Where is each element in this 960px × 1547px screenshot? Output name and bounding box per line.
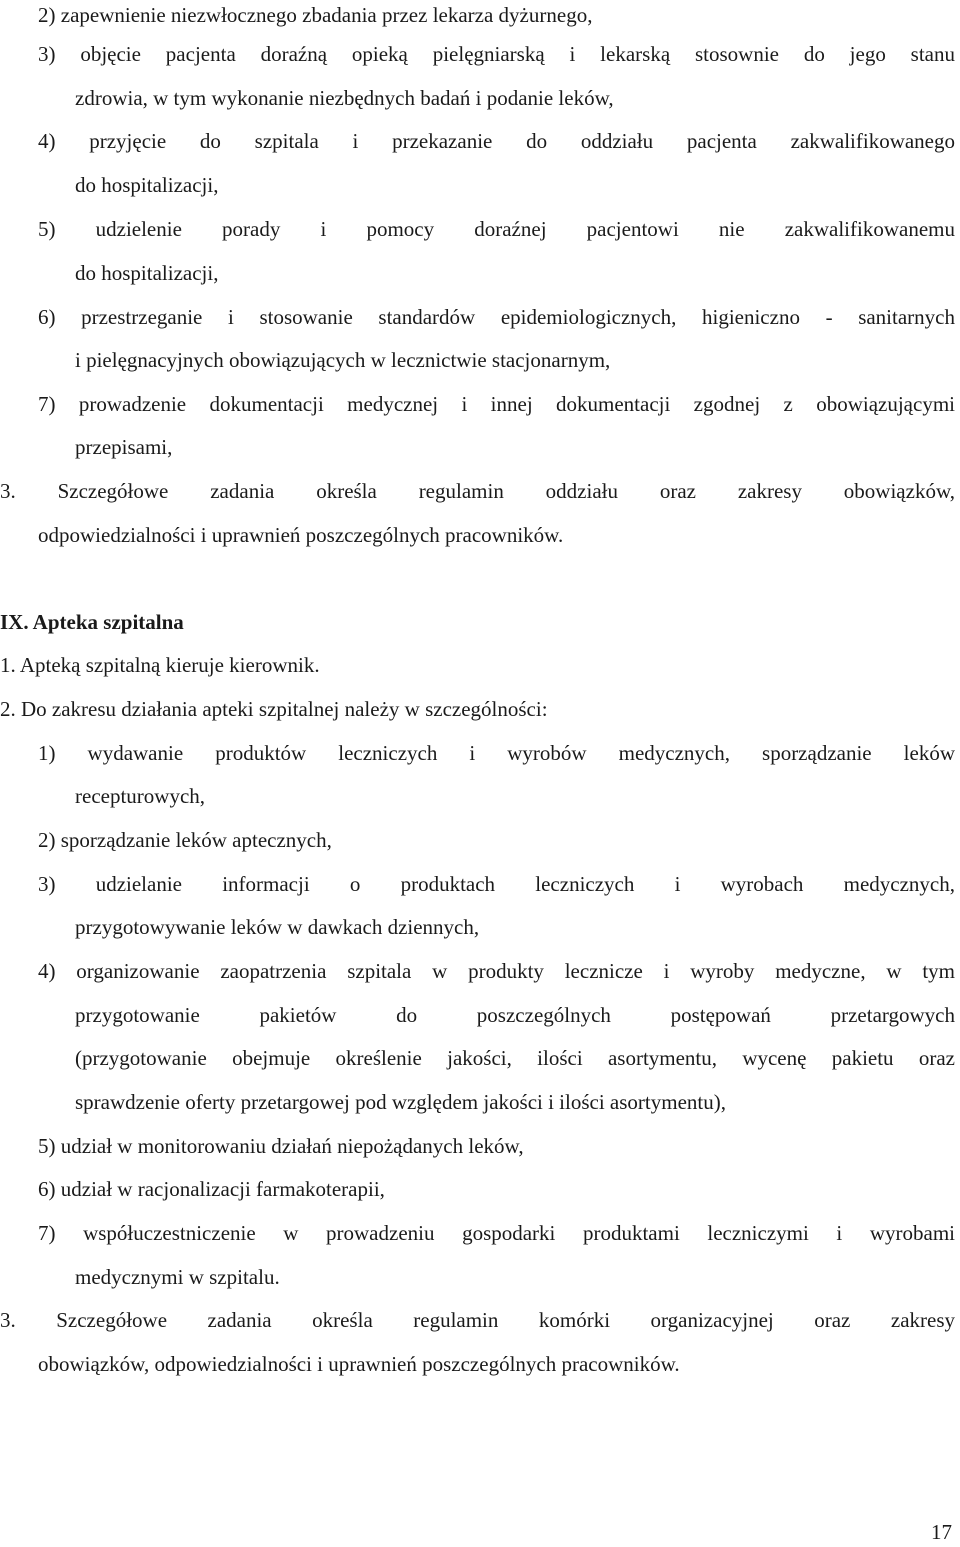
- list-item: 6) udział w racjonalizacji farmakoterapii,: [38, 1177, 385, 1201]
- list-item: 4) przyjęcie do szpitala i przekazanie do oddziału pacjenta zakwalifikowanego: [38, 129, 955, 153]
- paragraph-continuation: obowiązków, odpowiedzialności i uprawnień poszczególnych pracowników.: [38, 1352, 680, 1376]
- paragraph: 3. Szczegółowe zadania określa regulamin komórki organizacyjnej oraz zakresy: [0, 1308, 955, 1332]
- paragraph: 1. Apteką szpitalną kieruje kierownik.: [0, 653, 320, 677]
- list-item-continuation: przygotowanie pakietów do poszczególnych postępowań przetargowych: [75, 1003, 955, 1027]
- paragraph: 3. Szczegółowe zadania określa regulamin oddziału oraz zakresy obowiązków,: [0, 479, 955, 503]
- list-item: 7) prowadzenie dokumentacji medycznej i innej dokumentacji zgodnej z obowiązującymi: [38, 392, 955, 416]
- list-item: 5) udział w monitorowaniu działań niepożądanych leków,: [38, 1134, 524, 1158]
- list-item-continuation: zdrowia, w tym wykonanie niezbędnych badań i podanie leków,: [75, 86, 614, 110]
- section-heading: IX. Apteka szpitalna: [0, 610, 184, 634]
- list-item-continuation: przepisami,: [75, 435, 173, 459]
- list-item: 3) objęcie pacjenta doraźną opieką pielęgniarską i lekarską stosownie do jego stanu: [38, 42, 955, 66]
- list-item: 4) organizowanie zaopatrzenia szpitala w produkty lecznicze i wyroby medyczne, w tym: [38, 959, 955, 983]
- list-item: 5) udzielenie porady i pomocy doraźnej pacjentowi nie zakwalifikowanemu: [38, 217, 955, 241]
- list-item: 1) wydawanie produktów leczniczych i wyrobów medycznych, sporządzanie leków: [38, 741, 955, 765]
- list-item-continuation: medycznymi w szpitalu.: [75, 1265, 280, 1289]
- paragraph: 2. Do zakresu działania apteki szpitalnej należy w szczególności:: [0, 697, 548, 721]
- list-item: 2) sporządzanie leków aptecznych,: [38, 828, 332, 852]
- list-item-continuation: do hospitalizacji,: [75, 173, 219, 197]
- list-item-continuation: przygotowywanie leków w dawkach dziennych,: [75, 915, 480, 939]
- page-number: 17: [931, 1520, 952, 1544]
- paragraph-continuation: odpowiedzialności i uprawnień poszczególnych pracowników.: [38, 523, 564, 547]
- list-item-continuation: recepturowych,: [75, 784, 206, 808]
- list-item-continuation: sprawdzenie oferty przetargowej pod względem jakości i ilości asortymentu),: [75, 1090, 726, 1114]
- list-item: 7) współuczestniczenie w prowadzeniu gospodarki produktami leczniczymi i wyrobami: [38, 1221, 955, 1245]
- list-item-continuation: i pielęgnacyjnych obowiązujących w lecznictwie stacjonarnym,: [75, 348, 611, 372]
- list-item: 2) zapewnienie niezwłocznego zbadania przez lekarza dyżurnego,: [38, 3, 593, 27]
- list-item: 6) przestrzeganie i stosowanie standardów epidemiologicznych, higieniczno - sanitarnych: [38, 305, 955, 329]
- list-item: 3) udzielanie informacji o produktach leczniczych i wyrobach medycznych,: [38, 872, 955, 896]
- list-item-continuation: do hospitalizacji,: [75, 261, 219, 285]
- list-item-continuation: (przygotowanie obejmuje określenie jakości, ilości asortymentu, wycenę pakietu oraz: [75, 1046, 955, 1070]
